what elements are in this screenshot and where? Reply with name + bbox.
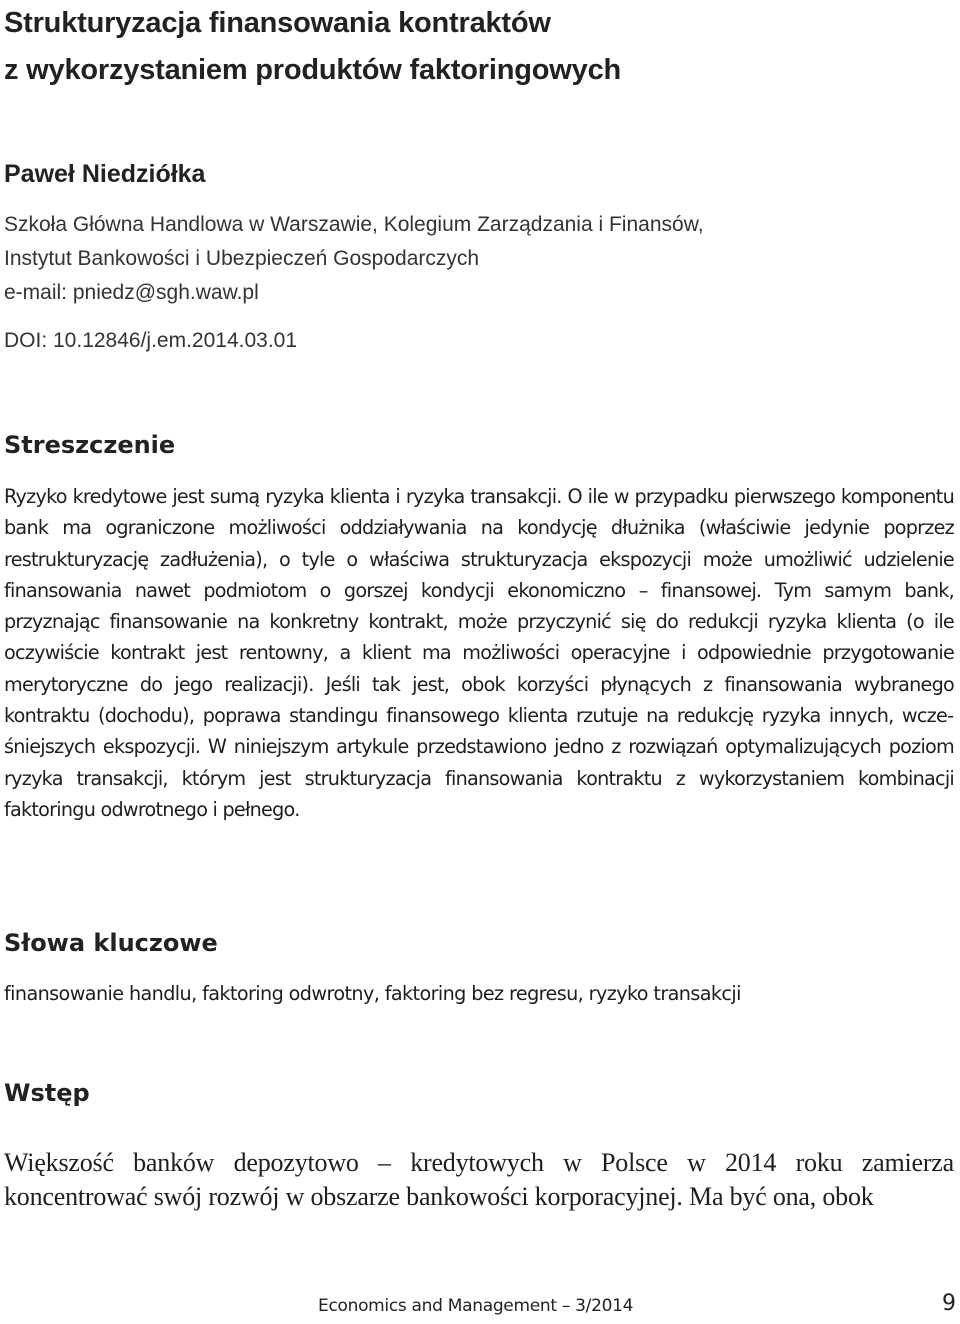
keywords-heading: Słowa kluczowe — [4, 929, 218, 957]
affiliation-line-2: Instytut Bankowości i Ubezpieczeń Gospodarczych — [4, 247, 480, 270]
introduction-heading: Wstęp — [4, 1079, 90, 1107]
author-email: e-mail: pniedz@sgh.waw.pl — [4, 281, 259, 304]
title-line-1: Strukturyzacja finansowania kontraktów — [4, 7, 551, 39]
author-name: Paweł Niedziółka — [4, 160, 206, 188]
title-line-2: z wykorzystaniem produktów faktoringowych — [4, 54, 622, 86]
abstract-heading: Streszczenie — [4, 431, 176, 459]
abstract-text: Ryzyko kredytowe jest sumą ryzyka klienta i ryzyka transakcji. O ile w przypadku pierwszego komponentu bank ma ograniczone możliwości oddziaływania na kondycję dłużnika (właściwie jedynie poprzez restrukturyzację zadłużenia), o tyle o właściwa strukturyzacja ekspozycji może umożliwić udzielenie finansowania nawet podmiotom o gorszej kondycji ekonomiczno – finansowej. Tym samym bank, przyznając finansowanie na konkretny kontrakt, może przyczynić się do redukcji ryzyka klienta (o ile oczywiście kontrakt jest rentowny, a klient ma możliwości operacyjne i odpowiednie przygotowanie merytoryczne do jego realizacji). Jeśli tak jest, obok korzyści płynących z finansowania wybranego kontraktu (dochodu), poprawa standingu finansowego klienta rzutuje na redukcję ryzyka innych, wcześniejszych ekspozycji. W niniejszym artykule przedstawiono jedno z rozwiązań optymalizujących poziom ryzyka transakcji, którym jest strukturyzacja finansowania kontraktu z wykorzystaniem kombinacji faktoringu odwrotnego i pełnego. — [4, 485, 954, 821]
keywords-text: finansowanie handlu, faktoring odwrotny, faktoring bez regresu, ryzyko transakcji — [4, 982, 741, 1005]
journal-issue: Economics and Management – 3/2014 — [318, 1296, 634, 1316]
introduction-text: Większość banków depozytowo – kredytowych w Polsce w 2014 roku zamierza koncentrować swój rozwój w obszarze bankowości korporacyjnej. Ma być ona, obok — [4, 1148, 954, 1211]
page-number: 9 — [942, 1291, 956, 1316]
doi: DOI: 10.12846/j.em.2014.03.01 — [4, 329, 298, 352]
affiliation-line-1: Szkoła Główna Handlowa w Warszawie, Kolegium Zarządzania i Finansów, — [4, 213, 704, 236]
article-title — [4, 0, 944, 94]
affiliation — [4, 208, 944, 310]
